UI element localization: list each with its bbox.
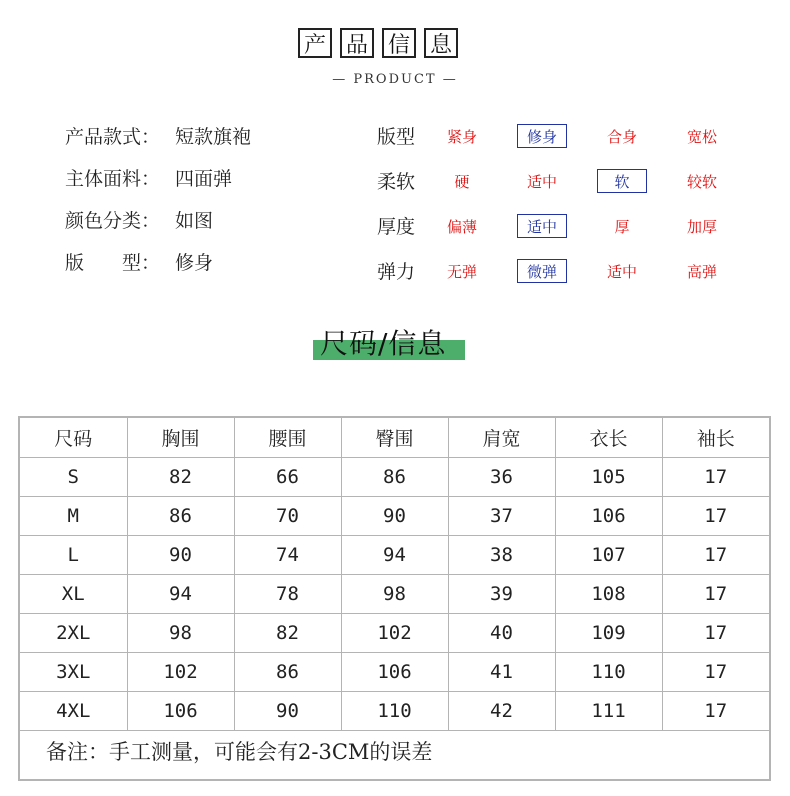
property-option: 紧身 (446, 127, 477, 146)
info-label: 颜色分类： (65, 210, 161, 232)
table-cell: 74 (234, 536, 341, 575)
table-cell: 102 (127, 653, 234, 692)
property-option: 宽松 (686, 127, 717, 146)
property-scales (377, 118, 727, 298)
table-cell: 17 (662, 458, 769, 497)
table-cell: 2XL (20, 614, 127, 653)
table-cell: S (20, 458, 127, 497)
info-row-style (65, 122, 251, 164)
property-name: 版型 (377, 126, 416, 148)
table-header-row (20, 418, 769, 458)
table-cell: 86 (341, 458, 448, 497)
property-option-selected: 软 (597, 169, 647, 193)
title-char: 信 (382, 28, 416, 58)
column-header: 臀围 (341, 418, 448, 458)
title-char: 息 (424, 28, 458, 58)
property-option: 适中 (526, 172, 557, 191)
table-cell: 66 (234, 458, 341, 497)
table-cell: 109 (555, 614, 662, 653)
column-header: 腰围 (234, 418, 341, 458)
title-char: 产 (298, 28, 332, 58)
measurement-note: 备注：手工测量，可能会有2-3CM的误差 (46, 740, 433, 764)
property-option: 厚 (614, 217, 630, 236)
table-row (20, 536, 769, 575)
table-row (20, 497, 769, 536)
property-option-selected: 微弹 (517, 259, 567, 283)
column-header: 尺码 (20, 418, 127, 458)
product-subtitle: — PRODUCT — (332, 72, 458, 87)
property-name: 弹力 (377, 261, 416, 283)
info-value: 修身 (175, 252, 214, 274)
table-cell: 98 (127, 614, 234, 653)
info-label: 版 型： (65, 252, 161, 274)
table-row (20, 653, 769, 692)
table-cell: 17 (662, 536, 769, 575)
table-cell: M (20, 497, 127, 536)
table-cell: 17 (662, 575, 769, 614)
table-cell: 78 (234, 575, 341, 614)
table-cell: 105 (555, 458, 662, 497)
table-cell: 94 (341, 536, 448, 575)
info-value: 如图 (175, 210, 214, 232)
table-row (20, 575, 769, 614)
property-name: 柔软 (377, 171, 416, 193)
table-row (20, 458, 769, 497)
property-row-elasticity (377, 253, 727, 298)
table-cell: 90 (341, 497, 448, 536)
table-cell: 82 (127, 458, 234, 497)
table-cell: L (20, 536, 127, 575)
table-cell: 39 (448, 575, 555, 614)
info-value: 短款旗袍 (175, 126, 252, 148)
property-option: 适中 (606, 262, 637, 281)
info-value: 四面弹 (175, 168, 233, 190)
property-option: 偏薄 (446, 217, 477, 236)
table-cell: 36 (448, 458, 555, 497)
table-cell: 42 (448, 692, 555, 731)
table-cell: 17 (662, 653, 769, 692)
property-option: 合身 (606, 127, 637, 146)
info-row-fit (65, 248, 251, 290)
property-option: 无弹 (446, 262, 477, 281)
title-char: 品 (340, 28, 374, 58)
size-section-heading (313, 322, 465, 362)
table-cell: XL (20, 575, 127, 614)
table-cell: 17 (662, 614, 769, 653)
table-cell: 90 (234, 692, 341, 731)
table-cell: 106 (127, 692, 234, 731)
table-cell: 110 (341, 692, 448, 731)
info-row-fabric (65, 164, 251, 206)
product-info-list (65, 122, 251, 290)
property-row-thickness (377, 208, 727, 253)
property-option: 加厚 (686, 217, 717, 236)
table-cell: 94 (127, 575, 234, 614)
table-cell: 90 (127, 536, 234, 575)
size-table (20, 418, 769, 731)
info-row-color (65, 206, 251, 248)
table-cell: 38 (448, 536, 555, 575)
property-option: 较软 (686, 172, 717, 191)
property-option: 高弹 (686, 262, 717, 281)
table-cell: 41 (448, 653, 555, 692)
table-cell: 70 (234, 497, 341, 536)
property-option-selected: 修身 (517, 124, 567, 148)
table-cell: 106 (555, 497, 662, 536)
table-cell: 111 (555, 692, 662, 731)
property-name: 厚度 (377, 216, 416, 238)
size-table-container (18, 416, 771, 781)
table-cell: 102 (341, 614, 448, 653)
table-cell: 98 (341, 575, 448, 614)
table-cell: 37 (448, 497, 555, 536)
column-header: 衣长 (555, 418, 662, 458)
table-cell: 107 (555, 536, 662, 575)
info-label: 产品款式： (65, 126, 161, 148)
table-cell: 40 (448, 614, 555, 653)
property-option: 硬 (454, 172, 470, 191)
info-label: 主体面料： (65, 168, 161, 190)
property-option-selected: 适中 (517, 214, 567, 238)
table-cell: 86 (234, 653, 341, 692)
table-row (20, 614, 769, 653)
table-row (20, 692, 769, 731)
table-cell: 106 (341, 653, 448, 692)
table-cell: 110 (555, 653, 662, 692)
column-header: 袖长 (662, 418, 769, 458)
table-cell: 108 (555, 575, 662, 614)
table-cell: 17 (662, 497, 769, 536)
product-info-title (298, 28, 458, 58)
table-cell: 4XL (20, 692, 127, 731)
property-row-softness (377, 163, 727, 208)
table-cell: 86 (127, 497, 234, 536)
size-heading-text: 尺码/信息 (320, 327, 447, 360)
property-row-fit (377, 118, 727, 163)
table-cell: 3XL (20, 653, 127, 692)
column-header: 肩宽 (448, 418, 555, 458)
table-cell: 82 (234, 614, 341, 653)
column-header: 胸围 (127, 418, 234, 458)
table-cell: 17 (662, 692, 769, 731)
